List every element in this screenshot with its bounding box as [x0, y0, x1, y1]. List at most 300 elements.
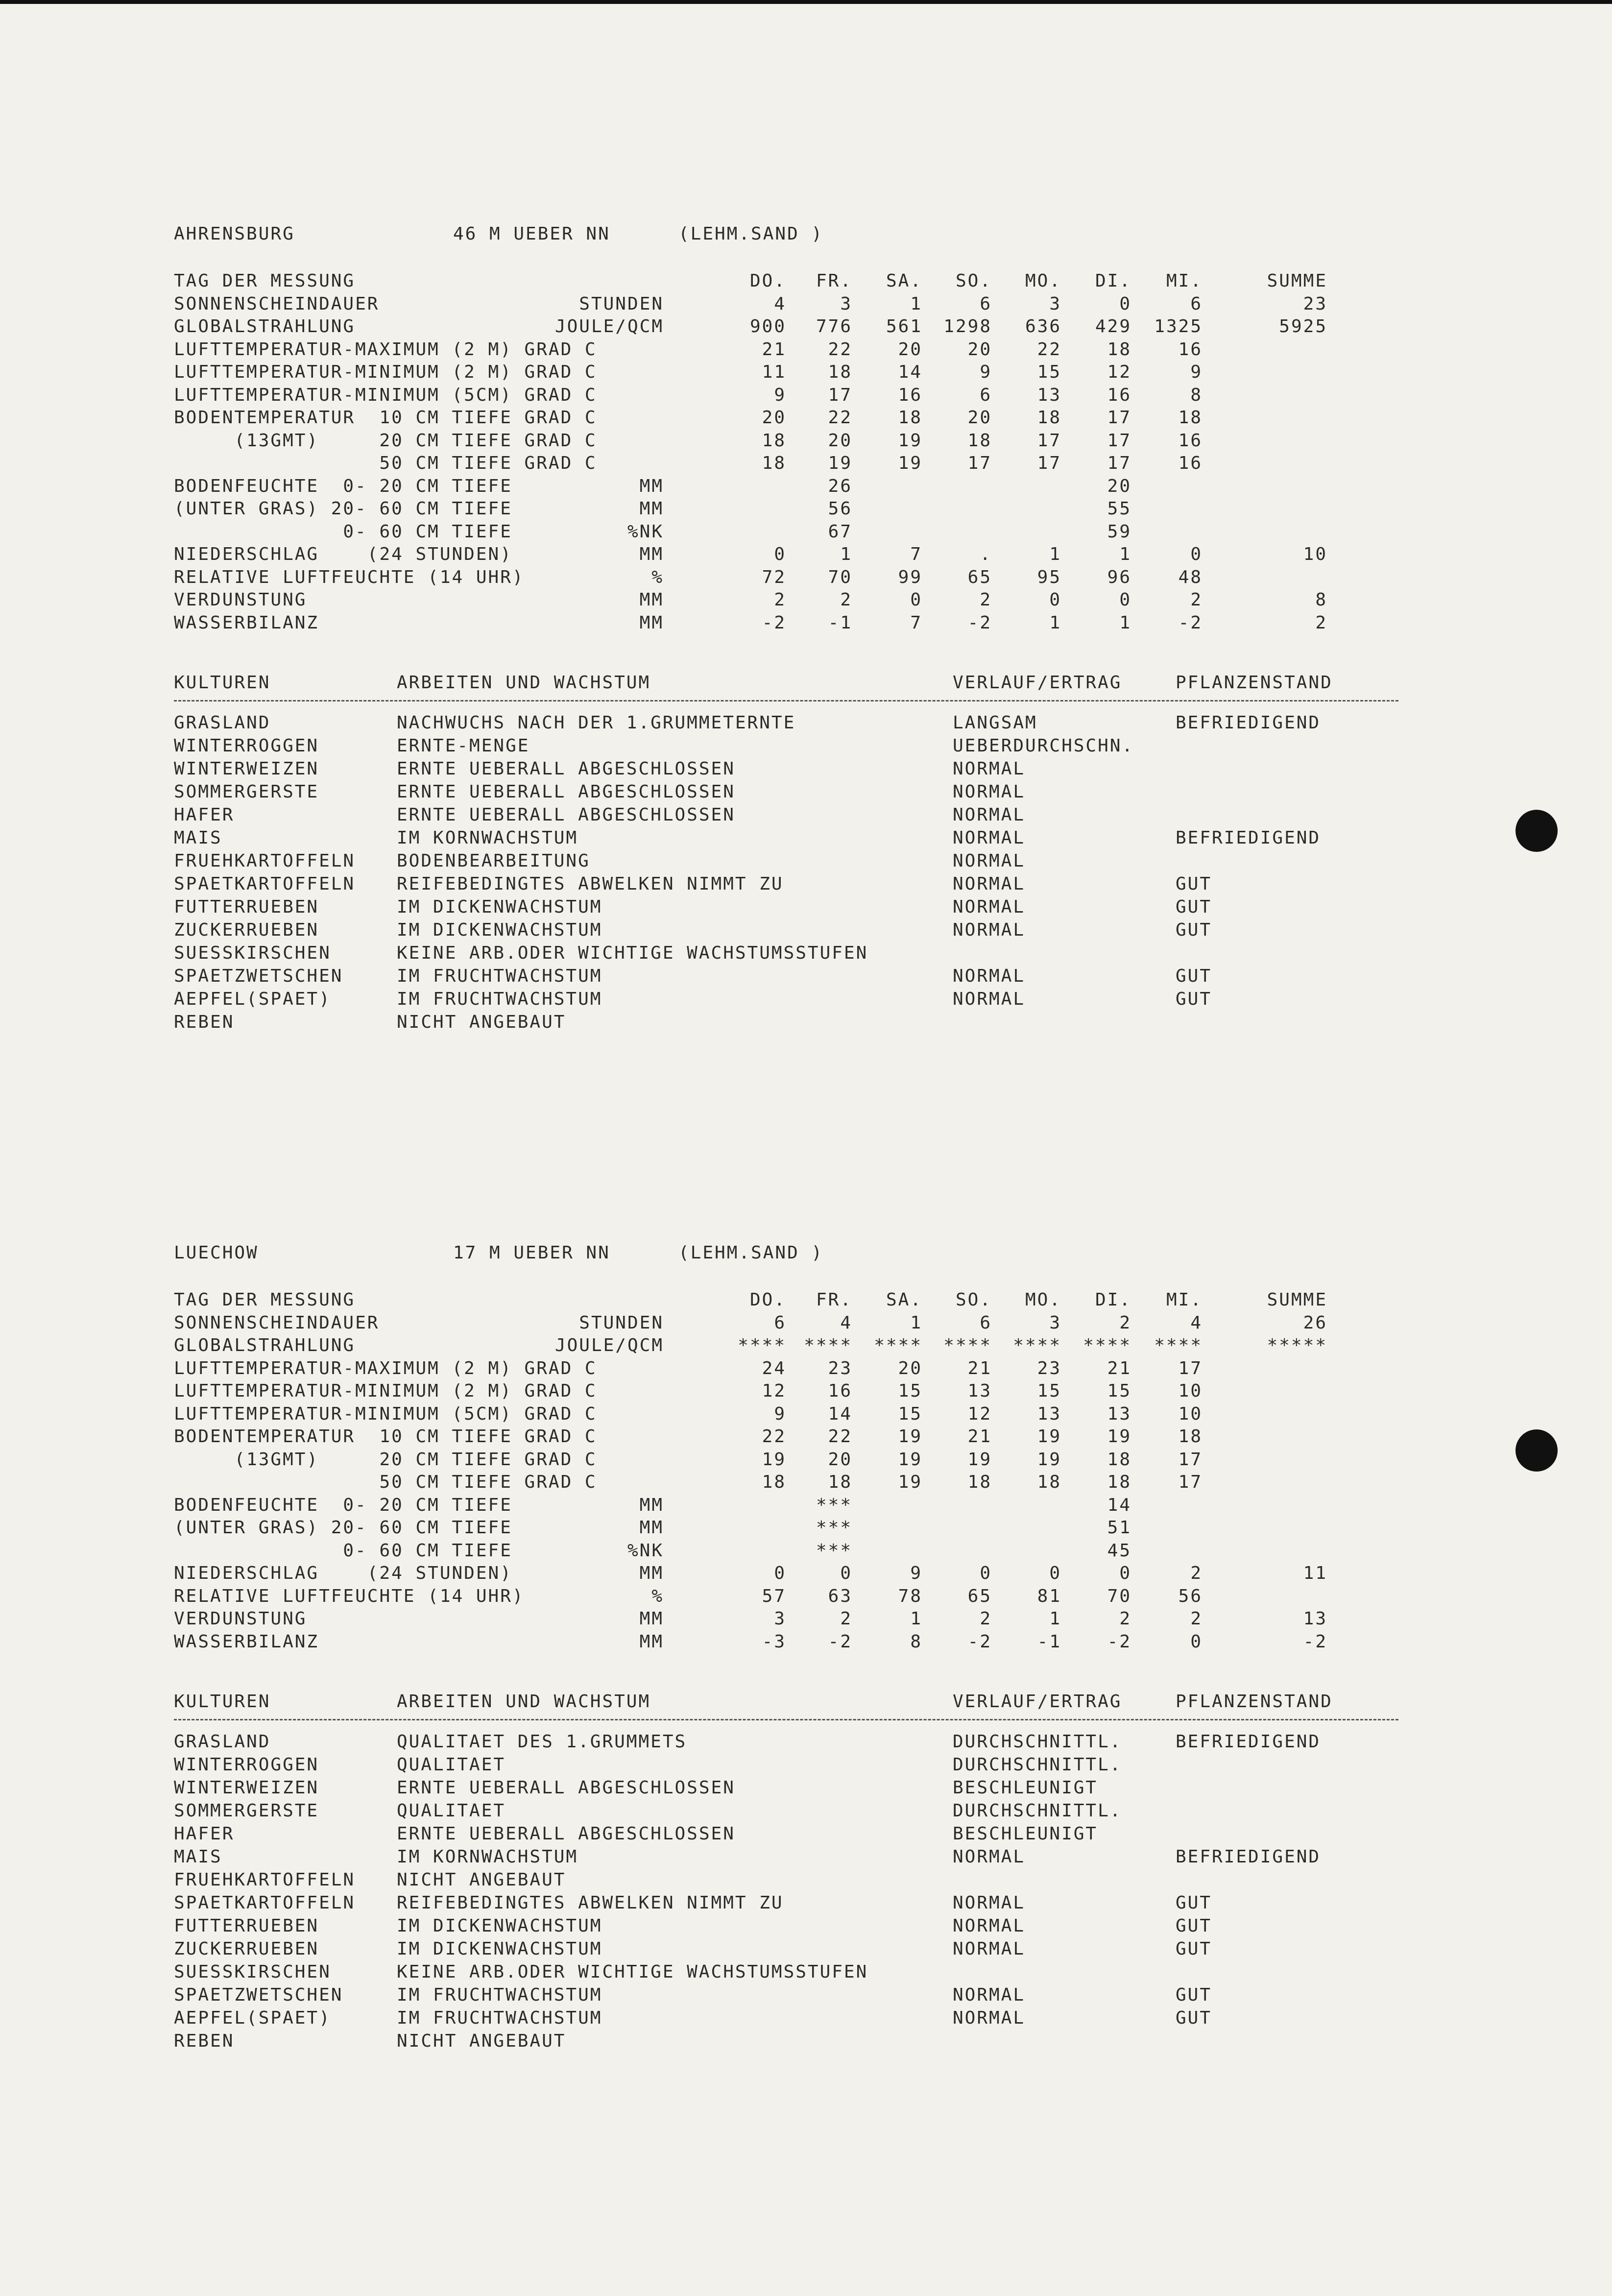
culture-course: NORMAL	[953, 920, 1026, 940]
measurement-value: 18	[1037, 408, 1061, 428]
day-header-1: DO.	[749, 1290, 786, 1310]
culture-course: NORMAL	[953, 1939, 1026, 1959]
culture-course: DURCHSCHNITTL.	[953, 1801, 1122, 1821]
measurement-label: RELATIVE LUFTFEUCHTE (14 UHR)	[174, 1586, 525, 1606]
measurement-value: ****	[1154, 1335, 1203, 1355]
measurement-value: 81	[1037, 1586, 1061, 1606]
measurement-row	[174, 522, 1428, 545]
measurement-value: 0	[1190, 1631, 1203, 1652]
culture-work: QUALITAET	[397, 1801, 506, 1821]
measurement-value: 0	[774, 544, 786, 564]
measurement-value: 20	[967, 339, 992, 360]
measurement-value: 1	[910, 1312, 922, 1333]
measurement-value: 56	[1178, 1586, 1203, 1606]
culture-row	[174, 943, 1428, 966]
measurement-label: WASSERBILANZ	[174, 1631, 319, 1652]
measurement-sum: 13	[1303, 1609, 1327, 1629]
measurement-value: ****	[874, 1335, 922, 1355]
culture-row	[174, 828, 1428, 851]
culture-row	[174, 1778, 1428, 1801]
measurement-value: ****	[1013, 1335, 1061, 1355]
measurement-value: 1	[1119, 544, 1131, 564]
measurement-row	[174, 544, 1428, 567]
measurement-value: 21	[762, 339, 786, 360]
measurement-value: ***	[816, 1518, 852, 1538]
measurement-sum: 26	[1303, 1312, 1327, 1333]
measurement-value: 16	[1178, 453, 1203, 473]
measurement-row	[174, 385, 1428, 408]
measurement-value: 23	[1037, 1358, 1061, 1378]
measurement-value: 17	[1178, 1358, 1203, 1378]
culture-row	[174, 805, 1428, 828]
measurement-value: 19	[967, 1449, 992, 1470]
culture-crop: FRUEHKARTOFFELN	[174, 851, 356, 871]
measurement-label: NIEDERSCHLAG (24 STUNDEN)	[174, 1563, 512, 1583]
measurement-label: 50 CM TIEFE GRAD C	[174, 453, 597, 473]
culture-stand: GUT	[1176, 966, 1212, 986]
measurement-value: ***	[816, 1540, 852, 1561]
measurement-label: LUFTTEMPERATUR-MINIMUM (5CM) GRAD C	[174, 1403, 597, 1424]
culture-work: REIFEBEDINGTES ABWELKEN NIMMT ZU	[397, 874, 784, 894]
measurement-value: 10	[1178, 1403, 1203, 1424]
culture-work: IM KORNWACHSTUM	[397, 828, 578, 848]
measurement-value: 2	[1119, 1312, 1131, 1333]
culture-row	[174, 1801, 1428, 1824]
measurement-value: 9	[774, 385, 786, 405]
measurement-value: ***	[816, 1495, 852, 1515]
measurement-value: 2	[980, 1609, 992, 1629]
measurement-value: 6	[1190, 293, 1203, 314]
culture-crop: WINTERWEIZEN	[174, 759, 319, 779]
culture-crop: FUTTERRUEBEN	[174, 1916, 319, 1936]
measurement-row	[174, 1472, 1428, 1495]
measurement-value: 4	[1190, 1312, 1203, 1333]
measurement-header-row	[174, 1290, 1428, 1313]
culture-crop: SPAETKARTOFFELN	[174, 1893, 356, 1913]
measurement-value: 18	[967, 430, 992, 451]
measurement-value: 16	[1107, 385, 1131, 405]
measurement-value: 2	[1190, 1563, 1203, 1583]
culture-work: IM FRUCHTWACHSTUM	[397, 989, 602, 1009]
culture-course: NORMAL	[953, 897, 1026, 917]
measurement-value: 96	[1107, 567, 1131, 587]
measurement-value: 6	[980, 293, 992, 314]
measurement-value: 18	[898, 408, 922, 428]
measurement-value: 14	[1107, 1495, 1131, 1515]
culture-row	[174, 2031, 1428, 2054]
measurement-value: 14	[898, 362, 922, 382]
measurement-label: 0- 60 CM TIEFE	[174, 521, 512, 542]
measurement-label: SONNENSCHEINDAUER	[174, 293, 380, 314]
measurement-value: 13	[967, 1381, 992, 1401]
culture-work: REIFEBEDINGTES ABWELKEN NIMMT ZU	[397, 1893, 784, 1913]
measurement-value: 0	[980, 1563, 992, 1583]
measurement-unit: %	[651, 1586, 664, 1606]
culture-course: NORMAL	[953, 2008, 1026, 2028]
measurement-value: 17	[1178, 1472, 1203, 1492]
culture-stand: BEFRIEDIGEND	[1176, 828, 1321, 848]
measurement-value: 0	[1119, 590, 1131, 610]
measurement-value: 12	[967, 1403, 992, 1424]
measurement-label: GLOBALSTRAHLUNG	[174, 1335, 356, 1355]
measurement-value: 18	[762, 430, 786, 451]
measurement-value: 9	[980, 362, 992, 382]
culture-course: NORMAL	[953, 1893, 1026, 1913]
culture-crop: AEPFEL(SPAET)	[174, 2008, 331, 2028]
measurement-label: LUFTTEMPERATUR-MINIMUM (2 M) GRAD C	[174, 1381, 597, 1401]
measurement-value: 2	[774, 590, 786, 610]
measurement-row	[174, 316, 1428, 339]
station-soil: (LEHM.SAND )	[678, 1243, 824, 1263]
culture-row	[174, 1870, 1428, 1893]
measurement-unit: MM	[639, 1563, 664, 1583]
station-name: LUECHOW	[174, 1243, 259, 1263]
culture-crop: HAFER	[174, 805, 235, 825]
cultures-col-course: VERLAUF/ERTRAG	[953, 673, 1122, 693]
measurement-value: .	[980, 544, 992, 564]
measurement-row	[174, 1381, 1428, 1404]
measurement-unit: STUNDEN	[579, 293, 664, 314]
measurement-value: 45	[1107, 1540, 1131, 1561]
measurement-value: ****	[1083, 1335, 1131, 1355]
culture-course: NORMAL	[953, 782, 1026, 802]
measurement-value: -2	[967, 612, 992, 633]
measurement-row	[174, 1335, 1428, 1358]
measurement-value: 15	[898, 1403, 922, 1424]
measurement-value: 65	[967, 567, 992, 587]
culture-row	[174, 874, 1428, 897]
measurement-row	[174, 1541, 1428, 1564]
measurement-label: (UNTER GRAS) 20- 60 CM TIEFE	[174, 499, 512, 519]
culture-row	[174, 1755, 1428, 1778]
measurement-value: 18	[1178, 1426, 1203, 1447]
measurement-value: 10	[1178, 1381, 1203, 1401]
cultures-divider	[174, 1719, 1398, 1722]
measurement-value: 4	[774, 293, 786, 314]
measurement-value: 0	[1049, 590, 1061, 610]
measurement-value: 1	[1049, 544, 1061, 564]
measurement-value: 1	[910, 293, 922, 314]
measurement-value: 15	[898, 1381, 922, 1401]
culture-work: ERNTE UEBERALL ABGESCHLOSSEN	[397, 1778, 735, 1798]
measurement-value: 70	[828, 567, 852, 587]
culture-crop: FRUEHKARTOFFELN	[174, 1870, 356, 1890]
measurement-value: 21	[967, 1426, 992, 1447]
culture-work: ERNTE-MENGE	[397, 736, 530, 756]
measurement-label: 0- 60 CM TIEFE	[174, 1540, 512, 1561]
measurement-row	[174, 1450, 1428, 1473]
measurement-value: 17	[1107, 408, 1131, 428]
measurement-value: 18	[1107, 1449, 1131, 1470]
measurement-sum: 2	[1315, 612, 1327, 633]
station-title-line	[174, 1243, 1428, 1270]
measurement-value: 20	[828, 1449, 852, 1470]
measurement-value: -3	[762, 1631, 786, 1652]
measurement-value: 17	[1107, 453, 1131, 473]
culture-course: NORMAL	[953, 874, 1026, 894]
measurement-unit: MM	[639, 1495, 664, 1515]
measurement-value: 22	[828, 408, 852, 428]
measurement-value: 3	[1049, 1312, 1061, 1333]
measurement-value: 0	[1119, 1563, 1131, 1583]
measurement-value: 18	[762, 1472, 786, 1492]
measurement-value: 1	[1049, 612, 1061, 633]
measurement-value: 561	[886, 316, 922, 337]
measurement-row	[174, 1518, 1428, 1541]
measurement-unit: MM	[639, 544, 664, 564]
culture-crop: ZUCKERRUEBEN	[174, 920, 319, 940]
culture-work: IM KORNWACHSTUM	[397, 1847, 578, 1867]
measurement-value: 48	[1178, 567, 1203, 587]
measurement-value: 19	[1037, 1426, 1061, 1447]
measurement-row	[174, 1586, 1428, 1609]
header-label: TAG DER MESSUNG	[174, 1290, 356, 1310]
measurement-value: 18	[762, 453, 786, 473]
culture-stand: GUT	[1176, 920, 1212, 940]
measurement-unit: MM	[639, 1609, 664, 1629]
measurement-value: 14	[828, 1403, 852, 1424]
measurement-value: 26	[828, 476, 852, 496]
culture-crop: MAIS	[174, 1847, 222, 1867]
measurement-value: 95	[1037, 567, 1061, 587]
culture-course: NORMAL	[953, 1847, 1026, 1867]
culture-crop: HAFER	[174, 1824, 235, 1844]
measurement-value: ****	[804, 1335, 852, 1355]
culture-course: LANGSAM	[953, 713, 1037, 733]
culture-stand: GUT	[1176, 1893, 1212, 1913]
measurement-value: 636	[1025, 316, 1061, 337]
culture-stand: GUT	[1176, 2008, 1212, 2028]
culture-work: IM FRUCHTWACHSTUM	[397, 1985, 602, 2005]
cultures-col-stand: PFLANZENSTAND	[1176, 1692, 1333, 1712]
measurement-sum: *****	[1267, 1335, 1327, 1355]
culture-stand: GUT	[1176, 897, 1212, 917]
cultures-col-work: ARBEITEN UND WACHSTUM	[397, 1692, 651, 1712]
measurement-value: 15	[1107, 1381, 1131, 1401]
culture-work: ERNTE UEBERALL ABGESCHLOSSEN	[397, 1824, 735, 1844]
measurement-label: BODENTEMPERATUR 10 CM TIEFE GRAD C	[174, 1426, 597, 1447]
culture-work: NACHWUCHS NACH DER 1.GRUMMETERNTE	[397, 713, 796, 733]
culture-work: QUALITAET DES 1.GRUMMETS	[397, 1732, 687, 1752]
measurement-unit: %NK	[627, 1540, 664, 1561]
measurement-sum: -2	[1303, 1631, 1327, 1652]
culture-row	[174, 1824, 1428, 1847]
measurement-value: 99	[898, 567, 922, 587]
measurement-value: 65	[967, 1586, 992, 1606]
day-header-5: MO.	[1025, 1290, 1061, 1310]
culture-course: BESCHLEUNIGT	[953, 1778, 1098, 1798]
measurement-value: 18	[1178, 408, 1203, 428]
measurement-row	[174, 362, 1428, 385]
measurement-value: 16	[828, 1381, 852, 1401]
day-header-2: FR.	[816, 1290, 852, 1310]
measurement-value: 15	[1037, 362, 1061, 382]
measurement-value: 19	[898, 1472, 922, 1492]
measurement-value: 1325	[1154, 316, 1203, 337]
culture-work: BODENBEARBEITUNG	[397, 851, 590, 871]
measurement-value: 18	[828, 362, 852, 382]
measurement-value: 19	[898, 453, 922, 473]
culture-stand: GUT	[1176, 874, 1212, 894]
measurement-sum: 8	[1315, 590, 1327, 610]
day-header-7: MI.	[1166, 271, 1203, 291]
day-header-4: SO.	[955, 271, 992, 291]
measurement-value: 16	[1178, 339, 1203, 360]
measurement-label: (13GMT) 20 CM TIEFE GRAD C	[174, 430, 597, 451]
measurement-value: 11	[762, 362, 786, 382]
measurement-value: 21	[967, 1358, 992, 1378]
station-block-ahrensburg	[174, 224, 1428, 1035]
measurement-unit: MM	[639, 590, 664, 610]
culture-work: QUALITAET	[397, 1755, 506, 1775]
measurement-row	[174, 613, 1428, 636]
culture-stand: BEFRIEDIGEND	[1176, 1732, 1321, 1752]
measurement-value: 9	[1190, 362, 1203, 382]
culture-crop: SOMMERGERSTE	[174, 782, 319, 802]
measurement-label: BODENTEMPERATUR 10 CM TIEFE GRAD C	[174, 408, 597, 428]
culture-row	[174, 1916, 1428, 1939]
measurement-value: 17	[828, 385, 852, 405]
culture-crop: FUTTERRUEBEN	[174, 897, 319, 917]
day-header-2: FR.	[816, 271, 852, 291]
header-label: TAG DER MESSUNG	[174, 271, 356, 291]
culture-crop: AEPFEL(SPAET)	[174, 989, 331, 1009]
measurement-value: 16	[1178, 430, 1203, 451]
measurement-label: GLOBALSTRAHLUNG	[174, 316, 356, 337]
culture-work: KEINE ARB.ODER WICHTIGE WACHSTUMSSTUFEN	[397, 943, 868, 963]
culture-row	[174, 782, 1428, 805]
measurement-value: 6	[774, 1312, 786, 1333]
measurement-value: 15	[1037, 1381, 1061, 1401]
measurement-unit: JOULE/QCM	[554, 1335, 664, 1355]
measurement-value: 1	[840, 544, 852, 564]
page-top-border	[0, 0, 1612, 4]
measurement-value: 19	[828, 453, 852, 473]
measurement-value: 78	[898, 1586, 922, 1606]
measurement-value: 9	[774, 1403, 786, 1424]
measurement-value: 55	[1107, 499, 1131, 519]
measurement-value: 12	[1107, 362, 1131, 382]
culture-row	[174, 759, 1428, 782]
culture-row	[174, 713, 1428, 736]
measurement-value: ****	[943, 1335, 992, 1355]
measurement-value: 19	[762, 1449, 786, 1470]
measurement-value: 12	[762, 1381, 786, 1401]
measurement-value: 18	[1107, 339, 1131, 360]
measurement-label: LUFTTEMPERATUR-MINIMUM (2 M) GRAD C	[174, 362, 597, 382]
sum-header: SUMME	[1267, 1290, 1327, 1310]
measurement-label: BODENFEUCHTE 0- 20 CM TIEFE	[174, 476, 512, 496]
measurement-value: 2	[840, 590, 852, 610]
cultures-divider	[174, 700, 1398, 703]
culture-stand: GUT	[1176, 1916, 1212, 1936]
measurement-value: 6	[980, 385, 992, 405]
culture-row	[174, 736, 1428, 759]
measurement-row	[174, 476, 1428, 499]
measurement-label: BODENFEUCHTE 0- 20 CM TIEFE	[174, 1495, 512, 1515]
measurement-value: 0	[1049, 1563, 1061, 1583]
measurement-value: 1	[1049, 1609, 1061, 1629]
day-header-1: DO.	[749, 271, 786, 291]
measurement-header-row	[174, 271, 1428, 294]
measurement-row	[174, 1358, 1428, 1381]
measurement-value: 7	[910, 612, 922, 633]
culture-course: NORMAL	[953, 828, 1026, 848]
measurement-value: 2	[1190, 590, 1203, 610]
measurement-value: 13	[1037, 385, 1061, 405]
culture-row	[174, 920, 1428, 943]
culture-course: NORMAL	[953, 759, 1026, 779]
measurement-value: 18	[1107, 1472, 1131, 1492]
culture-work: IM DICKENWACHSTUM	[397, 920, 602, 940]
measurement-label: LUFTTEMPERATUR-MAXIMUM (2 M) GRAD C	[174, 339, 597, 360]
measurement-value: -2	[762, 612, 786, 633]
culture-course: NORMAL	[953, 1985, 1026, 2005]
sum-header: SUMME	[1267, 271, 1327, 291]
culture-stand: BEFRIEDIGEND	[1176, 713, 1321, 733]
measurement-value: 900	[749, 316, 786, 337]
culture-crop: SPAETKARTOFFELN	[174, 874, 356, 894]
culture-crop: WINTERROGGEN	[174, 1755, 319, 1775]
measurement-value: 22	[828, 1426, 852, 1447]
measurement-value: 0	[1119, 293, 1131, 314]
culture-work: NICHT ANGEBAUT	[397, 1012, 566, 1032]
measurement-row	[174, 408, 1428, 431]
measurement-label: SONNENSCHEINDAUER	[174, 1312, 380, 1333]
measurement-value: -2	[967, 1631, 992, 1652]
measurement-label: VERDUNSTUNG	[174, 1609, 307, 1629]
station-altitude: 46 M UEBER NN	[453, 224, 610, 244]
measurement-value: -1	[828, 612, 852, 633]
measurement-value: 17	[1178, 1449, 1203, 1470]
measurement-value: 67	[828, 521, 852, 542]
measurement-row	[174, 431, 1428, 454]
culture-crop: ZUCKERRUEBEN	[174, 1939, 319, 1959]
measurement-value: 18	[1037, 1472, 1061, 1492]
measurement-label: NIEDERSCHLAG (24 STUNDEN)	[174, 544, 512, 564]
culture-course: NORMAL	[953, 851, 1026, 871]
culture-stand: BEFRIEDIGEND	[1176, 1847, 1321, 1867]
measurement-value: 17	[967, 453, 992, 473]
culture-course: DURCHSCHNITTL.	[953, 1732, 1122, 1752]
culture-crop: SUESSKIRSCHEN	[174, 943, 331, 963]
culture-course: NORMAL	[953, 989, 1026, 1009]
culture-course: NORMAL	[953, 805, 1026, 825]
cultures-col-stand: PFLANZENSTAND	[1176, 673, 1333, 693]
culture-crop: SOMMERGERSTE	[174, 1801, 319, 1821]
culture-crop: WINTERWEIZEN	[174, 1778, 319, 1798]
measurement-sum: 23	[1303, 293, 1327, 314]
measurement-value: 2	[980, 590, 992, 610]
measurement-value: ****	[738, 1335, 786, 1355]
culture-crop: MAIS	[174, 828, 222, 848]
measurement-value: 21	[1107, 1358, 1131, 1378]
cultures-col-course: VERLAUF/ERTRAG	[953, 1692, 1122, 1712]
day-header-7: MI.	[1166, 1290, 1203, 1310]
culture-crop: REBEN	[174, 2031, 235, 2051]
culture-crop: GRASLAND	[174, 713, 271, 733]
measurement-value: 24	[762, 1358, 786, 1378]
culture-course: DURCHSCHNITTL.	[953, 1755, 1122, 1775]
station-altitude: 17 M UEBER NN	[453, 1243, 610, 1263]
measurement-value: 20	[1107, 476, 1131, 496]
measurement-label: VERDUNSTUNG	[174, 590, 307, 610]
measurement-value: 20	[967, 408, 992, 428]
measurement-label: (UNTER GRAS) 20- 60 CM TIEFE	[174, 1518, 512, 1538]
measurement-value: 1	[1119, 612, 1131, 633]
measurement-value: 7	[910, 544, 922, 564]
measurement-row	[174, 1632, 1428, 1655]
